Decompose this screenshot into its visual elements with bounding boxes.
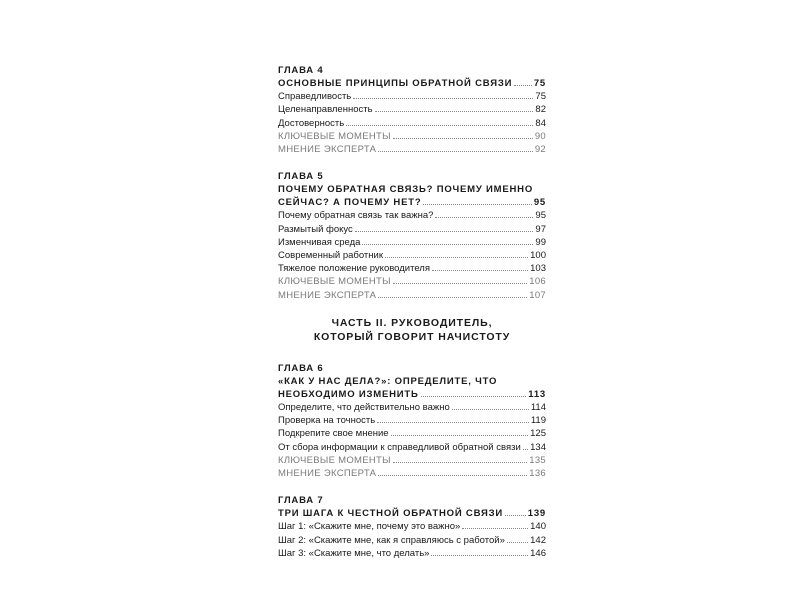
chapter-label: ГЛАВА 7 [278, 495, 324, 507]
toc-entry [278, 143, 546, 156]
chapter-label: ГЛАВА 4 [278, 65, 324, 76]
entry-title: КЛЮЧЕВЫЕ МОМЕНТЫ [278, 454, 391, 466]
dot-leader [421, 395, 527, 397]
entry-title: Почему обратная связь так важна? [278, 210, 434, 222]
entry-page: 95 [533, 197, 546, 209]
entry-page: 92 [534, 144, 546, 156]
chapter-5 [278, 170, 546, 302]
toc-entry [278, 103, 546, 116]
toc-entry [278, 520, 546, 533]
entry-title: Шаг 1: «Скажите мне, почему это важно» [278, 521, 461, 533]
chapter-7 [278, 494, 546, 560]
entry-title: Справедливость [278, 91, 352, 103]
dot-leader [375, 110, 534, 112]
toc-entry [278, 262, 546, 275]
entry-page: 142 [530, 534, 546, 546]
chapter-title-line: «КАК У НАС ДЕЛА?»: ОПРЕДЕЛИТЕ, ЧТО [278, 375, 498, 387]
entry-title: Шаг 3: «Скажите мне, что делать» [278, 547, 430, 559]
toc-entry [278, 223, 546, 236]
entry-page: 95 [535, 210, 546, 222]
entry-title: МНЕНИЕ ЭКСПЕРТА [278, 289, 377, 301]
entry-page: 90 [534, 130, 546, 142]
entry-page: 82 [535, 104, 546, 116]
entry-page: 146 [530, 547, 546, 559]
toc-entry [278, 401, 546, 414]
entry-page: 99 [535, 236, 546, 248]
entry-title: Достоверность [278, 117, 345, 129]
toc-entry [278, 90, 546, 103]
entry-page: 84 [535, 117, 546, 129]
toc-entry [278, 414, 546, 427]
entry-title: Проверка на точность [278, 415, 376, 427]
entry-page: 100 [530, 250, 546, 262]
dot-leader [507, 541, 528, 543]
toc-entry [278, 249, 546, 262]
chapter-6 [278, 362, 546, 480]
dot-leader [435, 216, 533, 218]
toc-entry [278, 467, 546, 480]
dot-leader [523, 448, 528, 450]
dot-leader [514, 84, 532, 86]
toc-entry [278, 454, 546, 467]
entry-title: От сбора информации к справедливой обратной связи [278, 441, 521, 453]
dot-leader [362, 243, 533, 245]
dot-leader [432, 269, 528, 271]
toc-entry [278, 275, 546, 288]
dot-leader [378, 150, 533, 152]
part-heading-line: ЧАСТЬ II. РУКОВОДИТЕЛЬ, [331, 316, 493, 329]
entry-title: НЕОБХОДИМО ИЗМЕНИТЬ [278, 388, 419, 400]
toc-entry [278, 196, 546, 209]
entry-page: 97 [535, 223, 546, 235]
part-heading-line: КОТОРЫЙ ГОВОРИТ НАЧИСТОТУ [313, 330, 511, 343]
entry-title: Тяжелое положение руководителя [278, 263, 430, 275]
toc-entry [278, 236, 546, 249]
entry-title: Подкрепите свое мнение [278, 428, 389, 440]
entry-title: Размытый фокус [278, 223, 353, 235]
toc-entry [278, 534, 546, 547]
toc-entry [278, 427, 546, 440]
entry-page: 139 [527, 508, 546, 520]
toc-entry [278, 388, 546, 401]
dot-leader [378, 474, 527, 476]
entry-title: ТРИ ШАГА К ЧЕСТНОЙ ОБРАТНОЙ СВЯЗИ [278, 508, 504, 520]
dot-leader [393, 137, 533, 139]
dot-leader [385, 256, 528, 258]
toc-entry [278, 289, 546, 302]
entry-title: ОСНОВНЫЕ ПРИНЦИПЫ ОБРАТНОЙ СВЯЗИ [278, 78, 513, 89]
chapter-label: ГЛАВА 6 [278, 362, 324, 374]
entry-page: 107 [529, 289, 546, 301]
entry-page: 140 [530, 521, 546, 533]
dot-leader [391, 434, 529, 436]
dot-leader [393, 461, 527, 463]
entry-page: 114 [530, 402, 546, 414]
chapter-4 [278, 64, 546, 156]
entry-page: 113 [528, 388, 546, 400]
entry-page: 75 [533, 78, 546, 89]
entry-title: Целенаправленность [278, 104, 373, 116]
entry-page: 106 [529, 276, 546, 288]
toc-entry [278, 130, 546, 143]
chapter-title-line: ПОЧЕМУ ОБРАТНАЯ СВЯЗЬ? ПОЧЕМУ ИМЕННО [278, 184, 534, 196]
dot-leader [346, 124, 533, 126]
dot-leader [378, 296, 527, 298]
dot-leader [423, 203, 531, 205]
entry-title: КЛЮЧЕВЫЕ МОМЕНТЫ [278, 130, 391, 142]
entry-title: Современный работник [278, 250, 383, 262]
entry-page: 119 [530, 415, 546, 427]
part-heading [278, 316, 546, 344]
dot-leader [452, 408, 529, 410]
table-of-contents [278, 64, 546, 574]
chapter-label: ГЛАВА 5 [278, 171, 324, 183]
entry-title: СЕЙЧАС? А ПОЧЕМУ НЕТ? [278, 197, 422, 209]
toc-entry [278, 209, 546, 222]
entry-page: 103 [530, 263, 546, 275]
entry-title: Определите, что действительно важно [278, 402, 450, 414]
dot-leader [393, 282, 527, 284]
dot-leader [355, 230, 534, 232]
toc-entry [278, 547, 546, 560]
entry-title: Шаг 2: «Скажите мне, как я справляюсь с работой» [278, 534, 505, 546]
entry-title: МНЕНИЕ ЭКСПЕРТА [278, 144, 377, 156]
dot-leader [377, 421, 529, 423]
toc-entry [278, 507, 546, 520]
entry-page: 75 [535, 91, 546, 103]
entry-title: Изменчивая среда [278, 236, 361, 248]
entry-page: 134 [530, 441, 546, 453]
dot-leader [353, 97, 533, 99]
entry-title: КЛЮЧЕВЫЕ МОМЕНТЫ [278, 276, 391, 288]
toc-entry [278, 117, 546, 130]
entry-page: 135 [529, 454, 546, 466]
toc-entry [278, 441, 546, 454]
dot-leader [505, 514, 526, 516]
toc-entry [278, 77, 546, 90]
dot-leader [431, 554, 528, 556]
entry-page: 125 [530, 428, 546, 440]
dot-leader [462, 527, 528, 529]
entry-title: МНЕНИЕ ЭКСПЕРТА [278, 468, 377, 480]
entry-page: 136 [529, 468, 546, 480]
